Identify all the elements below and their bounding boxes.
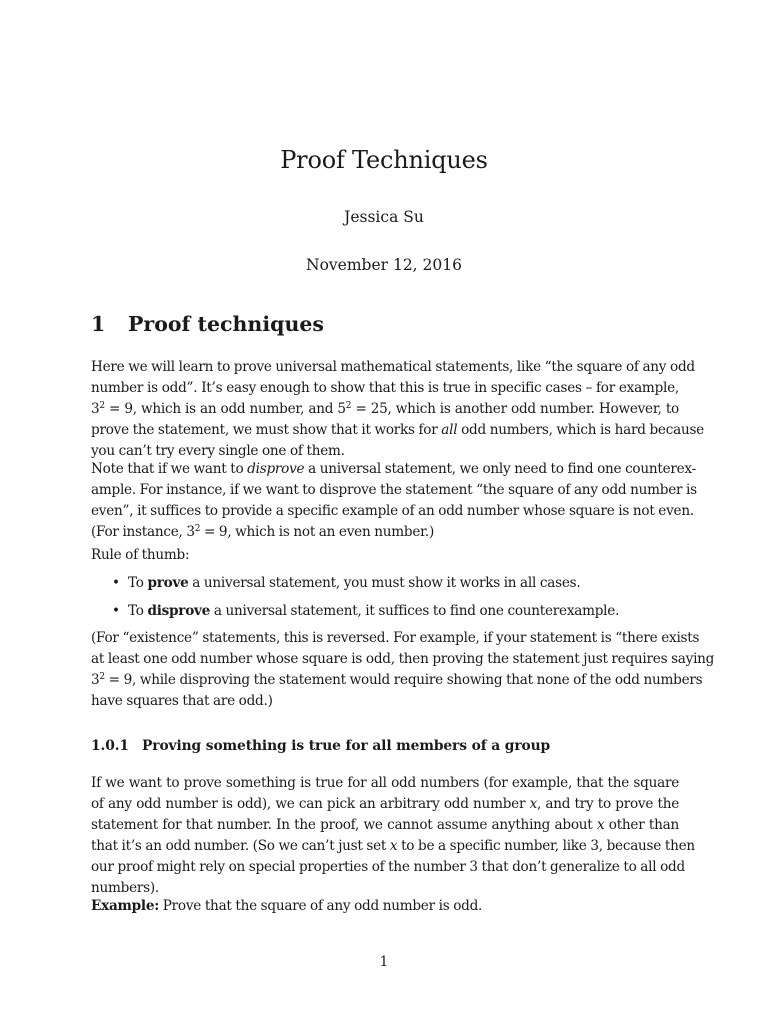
math-exponent: 2	[194, 524, 201, 534]
example-label: Example:	[91, 898, 159, 914]
text-line	[91, 794, 679, 815]
text-line	[91, 420, 704, 441]
paragraph-existence	[91, 628, 715, 712]
text-run: statement for that number. In the proof, we cannot assume anything about	[91, 817, 597, 833]
text-run: prove the statement, we must show that it works for	[91, 422, 442, 438]
text-run: odd numbers, which is hard because	[457, 422, 704, 438]
text-run: = 25, which is another odd number. However, to	[351, 401, 679, 417]
list-item	[91, 601, 679, 629]
text-line: (For “existence” statements, this is reversed. For example, if your statement is “there exists	[91, 630, 700, 646]
text-run: a universal statement, we only need to find one counterex-	[304, 461, 696, 477]
text-run: to be a specific number, like 3, because then	[397, 838, 695, 854]
text-line: our proof might rely on special properties of the number 3 that don’t generalize to all odd	[91, 859, 685, 875]
math-exponent: 2	[99, 672, 105, 682]
page-number: 1	[379, 954, 389, 970]
text-run: , and try to prove the	[536, 796, 679, 812]
math-variable: x	[389, 838, 398, 854]
text-line: you can’t try every single one of them.	[91, 443, 345, 459]
math-variable: x	[529, 796, 537, 812]
text-line: If we want to prove something is true for all odd numbers (for example, that the square	[91, 775, 679, 791]
section-heading	[91, 312, 324, 336]
text-run: = 9, while disproving the statement would require showing that none of the odd numbers	[104, 672, 703, 688]
text-run: To	[128, 603, 148, 619]
subsection-heading	[91, 738, 550, 754]
text-run: that it’s an odd number. (So we can’t just set	[91, 838, 390, 854]
text-line	[91, 670, 703, 691]
text-run: of any odd number is odd), we can pick an arbitrary odd number	[91, 796, 530, 812]
math-base: 3	[91, 401, 100, 417]
document-date: November 12, 2016	[306, 256, 462, 274]
paragraph-rule-of-thumb	[91, 545, 679, 566]
text-line: ample. For instance, if we want to disprove the statement “the square of any odd number is	[91, 482, 697, 498]
text-run: a universal statement, you must show it works in all cases.	[188, 575, 581, 591]
text-line	[91, 399, 679, 420]
emphasis-text: disprove	[247, 461, 305, 477]
subsection-number: 1.0.1	[91, 738, 129, 754]
list-item	[91, 573, 679, 601]
text-run: a universal statement, it suffices to find one counterexample.	[210, 603, 620, 619]
text-line: number is odd”. It’s easy enough to show that this is true in specific cases – for example,	[91, 380, 679, 396]
text-line: Rule of thumb:	[91, 547, 190, 563]
bold-text: disprove	[147, 603, 211, 619]
paragraph-example	[91, 896, 679, 917]
paragraph-disprove	[91, 459, 697, 543]
text-run: other than	[604, 817, 679, 833]
section-title: Proof techniques	[128, 312, 324, 336]
text-run: Note that if we want to	[91, 461, 248, 477]
math-base: 3	[91, 672, 100, 688]
text-line	[91, 896, 679, 917]
math-exponent: 2	[99, 401, 105, 411]
paragraph-intro	[91, 357, 704, 462]
text-line	[91, 522, 679, 543]
section-number: 1	[91, 312, 106, 336]
text-line: have squares that are odd.)	[91, 693, 273, 709]
document-title: Proof Techniques	[280, 146, 488, 174]
text-line	[91, 815, 679, 836]
paragraph-arbitrary-element	[91, 773, 695, 899]
math-exponent: 2	[345, 401, 352, 411]
bullet-icon: •	[112, 603, 120, 619]
document-author: Jessica Su	[344, 208, 424, 226]
text-run: To	[128, 575, 148, 591]
bullet-icon: •	[112, 575, 120, 591]
subsection-title: Proving something is true for all members of a group	[142, 738, 551, 754]
math-variable: x	[596, 817, 605, 833]
bullet-list	[91, 573, 679, 629]
text-line: even”, it suffices to provide a specific example of an odd number whose square is not even.	[91, 503, 694, 519]
text-run: = 9, which is an odd number, and 5	[104, 401, 346, 417]
text-line: Here we will learn to prove universal mathematical statements, like “the square of any odd	[91, 359, 695, 375]
text-line	[91, 459, 696, 480]
text-run: Prove that the square of any odd number is odd.	[159, 898, 483, 914]
text-line: numbers).	[91, 880, 159, 896]
text-run: = 9, which is not an even number.)	[200, 524, 435, 540]
emphasis-text: all	[441, 422, 458, 438]
text-run: (For instance, 3	[91, 524, 195, 540]
bold-text: prove	[147, 575, 189, 591]
text-line: at least one odd number whose square is odd, then proving the statement just requires saying	[91, 651, 715, 667]
text-line	[91, 836, 695, 857]
